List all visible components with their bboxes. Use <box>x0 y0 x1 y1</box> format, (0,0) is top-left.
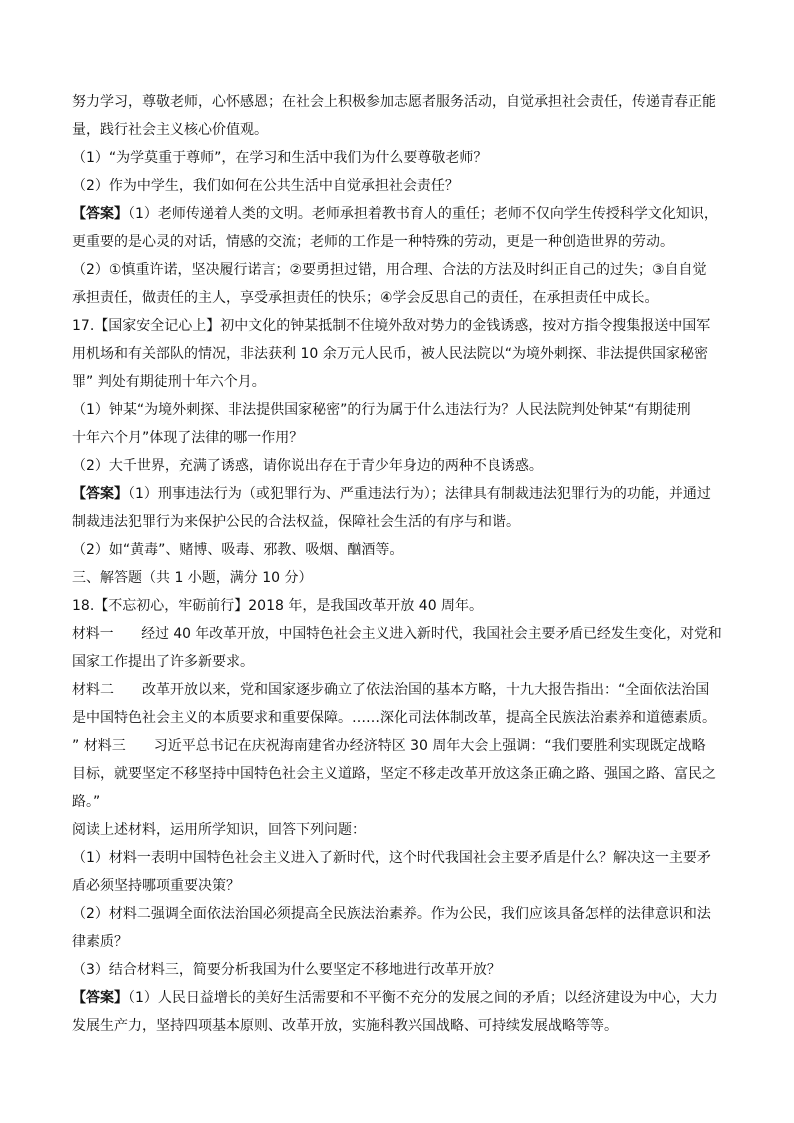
text-line: 国家工作提出了许多新要求。 <box>72 654 254 670</box>
question-heading: 17.【国家安全记心上】初中文化的钟某抵制不住境外敌对势力的金钱诱惑，按对方指令搜集报送中国军 <box>72 318 711 334</box>
question-line: （1）“为学莫重于尊师”，在学习和生活中我们为什么要尊敬老师？ <box>72 150 488 166</box>
answer-tag: 【答案】 <box>72 206 128 222</box>
answer-line <box>72 988 718 1008</box>
answer-text: （1）刑事违法行为（或犯罪行为、严重违法行为）；法律具有制裁违法犯罪行为的功能，并通过 <box>128 486 711 502</box>
text-line: （2）如“黄毒”、赌博、吸毒、邪教、吸烟、酗酒等。 <box>72 542 404 558</box>
text-line: 是中国特色社会主义的本质要求和重要保障。……深化司法体制改革，提高全民族法治素养和道德素质。 <box>72 710 716 726</box>
answer-text: （1）人民日益增长的美好生活需要和不平衡不充分的发展之间的矛盾；以经济建设为中心，大力 <box>128 990 718 1006</box>
question-heading: 18.【不忘初心，牢砺前行】2018 年，是我国改革开放 40 周年。 <box>72 598 484 614</box>
material-line: 材料二 改革开放以来，党和国家逐步确立了依法治国的基本方略，十九大报告指出：“全面依法治国 <box>72 682 710 698</box>
section-heading: 三、解答题（共 1 小题，满分 10 分） <box>72 570 313 586</box>
instruction-line: 阅读上述材料，运用所学知识，回答下列问题： <box>72 822 366 838</box>
answer-text: （1）老师传递着人类的文明。老师承担着教书育人的重任；老师不仅向学生传授科学文化知识， <box>128 206 718 222</box>
answer-line <box>72 204 718 224</box>
text-line: 罪” 判处有期徒刑十年六个月。 <box>72 374 266 390</box>
text-line: 目标，就要坚定不移坚持中国特色社会主义道路，坚定不移走改革开放这条正确之路、强国之路、富民之 <box>72 766 716 782</box>
material-line: 材料一 经过 40 年改革开放，中国特色社会主义进入新时代，我国社会主要矛盾已经发生变化，对党和 <box>72 626 722 642</box>
question-line: （3）结合材料三，简要分析我国为什么要坚定不移地进行改革开放？ <box>72 962 501 978</box>
question-line: （2）材料二强调全面依法治国必须提高全民族法治素养。作为公民，我们应该具备怎样的法律意识和法 <box>72 906 711 922</box>
text-line: 发展生产力，坚持四项基本原则、改革开放，实施科教兴国战略、可持续发展战略等等。 <box>72 1018 618 1034</box>
question-line: （2）作为中学生，我们如何在公共生活中自觉承担社会责任？ <box>72 178 459 194</box>
text-line: （2）①慎重许诺，坚决履行诺言；②要勇担过错，用合理、合法的方法及时纠正自己的过失；③自自觉 <box>72 262 707 278</box>
question-line: （1）材料一表明中国特色社会主义进入了新时代，这个时代我国社会主要矛盾是什么？解决这一主要矛 <box>72 850 711 866</box>
text-line: 量，践行社会主义核心价值观。 <box>72 122 268 138</box>
text-line: 努力学习，尊敬老师，心怀感恩；在社会上积极参加志愿者服务活动，自觉承担社会责任，传递青春正能 <box>72 94 716 110</box>
answer-tag: 【答案】 <box>72 486 128 502</box>
question-line: （2）大千世界，充满了诱惑，请你说出存在于青少年身边的两种不良诱惑。 <box>72 458 543 474</box>
answer-tag: 【答案】 <box>72 990 128 1006</box>
text-line: 更重要的是心灵的对话，情感的交流；老师的工作是一种特殊的劳动，更是一种创造世界的劳动。 <box>72 234 674 250</box>
text-line: 制裁违法犯罪行为来保护公民的合法权益，保障社会生活的有序与和谐。 <box>72 514 520 530</box>
question-line: （1）钟某“为境外刺探、非法提供国家秘密”的行为属于什么违法行为？人民法院判处钟某“有期徒刑 <box>72 402 691 418</box>
text-line: 承担责任，做责任的主人，享受承担责任的快乐；④学会反思自己的责任，在承担责任中成长。 <box>72 290 659 306</box>
answer-line <box>72 484 711 504</box>
text-line: 用机场和有关部队的情况，非法获利 10 余万元人民币，被人民法院以“为境外刺探、非法提供国家秘密 <box>72 346 708 362</box>
text-line: 律素质？ <box>72 934 128 950</box>
text-line: 盾必须坚持哪项重要决策？ <box>72 878 240 894</box>
text-line: 十年六个月”体现了法律的哪一作用？ <box>72 430 304 446</box>
text-line: 路。” <box>72 794 101 810</box>
material-line: ” 材料三 习近平总书记在庆祝海南建省办经济特区 30 周年大会上强调：“我们要胜利实现既定战略 <box>72 738 706 754</box>
